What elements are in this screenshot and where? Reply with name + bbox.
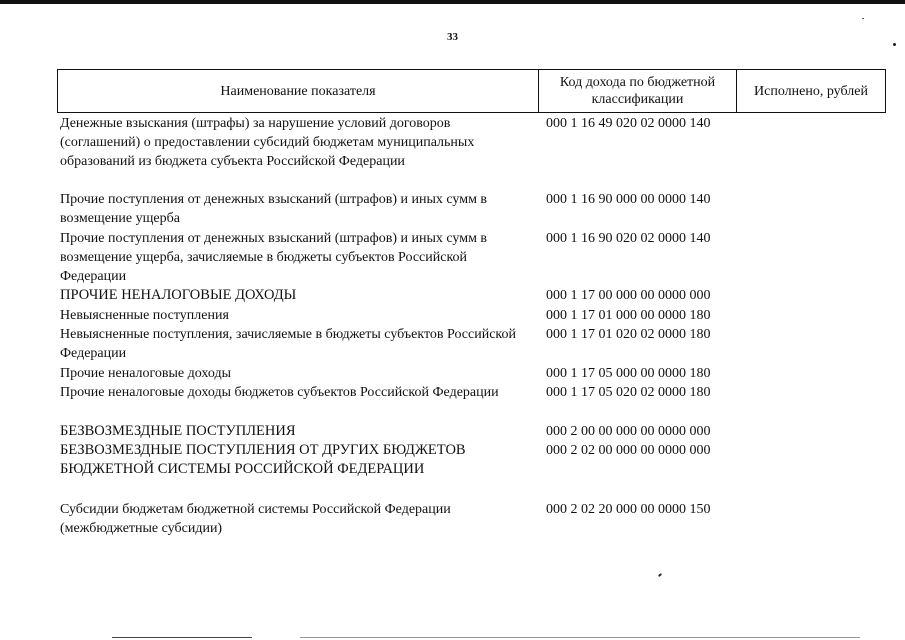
row-code: 000 1 16 90 020 02 0000 140 (546, 231, 711, 246)
bottom-scan-line (112, 637, 252, 638)
row-code: 000 1 17 05 020 02 0000 180 (546, 385, 711, 400)
row-code: 000 1 17 00 000 00 0000 000 (546, 288, 711, 303)
row-name: БЕЗВОЗМЕЗДНЫЕ ПОСТУПЛЕНИЯ (60, 423, 296, 439)
row-name: Прочие поступления от денежных взысканий (штрафов) и иных сумм в возмещение ущерба, зачисляемые в бюджеты субъектов Российской Федерации (60, 231, 488, 284)
page-number: 33 (447, 31, 458, 43)
row-name: Прочие неналоговые доходы (60, 366, 232, 381)
row-name: Субсидии бюджетам бюджетной системы Российской Федерации (межбюджетные субсидии) (60, 502, 451, 536)
row-name: Невыясненные поступления, зачисляемые в бюджеты субъектов Российской Федерации (60, 327, 517, 361)
row-code: 000 2 02 00 000 00 0000 000 (546, 443, 711, 458)
row-name: Денежные взыскания (штрафы) за нарушение условий договоров (соглашений) о предоставлении субсидий бюджетам муниципальных образований из бюджета субъекта Российской Федерации (60, 116, 475, 169)
header-amount: Исполнено, рублей (736, 69, 886, 113)
row-code: 000 2 00 00 000 00 0000 000 (546, 424, 711, 439)
row-code: 000 1 16 49 020 02 0000 140 (546, 116, 711, 131)
header-code: Код дохода по бюджетной классификации (538, 69, 736, 113)
row-name: Прочие неналоговые доходы бюджетов субъектов Российской Федерации (60, 385, 499, 400)
scan-speck (862, 18, 864, 19)
top-border-line (0, 0, 905, 4)
header-name: Наименование показателя (57, 69, 538, 113)
row-code: 000 1 17 01 000 00 0000 180 (546, 308, 711, 323)
bottom-scan-line (300, 637, 860, 638)
row-name: Невыясненные поступления (60, 308, 229, 323)
row-code: 000 1 17 01 020 02 0000 180 (546, 327, 711, 342)
row-name: Прочие поступления от денежных взысканий (штрафов) и иных сумм в возмещение ущерба (60, 192, 488, 226)
row-code: 000 1 16 90 000 00 0000 140 (546, 192, 711, 207)
scan-speck (658, 573, 662, 577)
row-name: БЕЗВОЗМЕЗДНЫЕ ПОСТУПЛЕНИЯ ОТ ДРУГИХ БЮДЖЕТОВ БЮДЖЕТНОЙ СИСТЕМЫ РОССИЙСКОЙ ФЕДЕРАЦИИ (60, 442, 466, 477)
row-code: 000 1 17 05 000 00 0000 180 (546, 366, 711, 381)
row-name: ПРОЧИЕ НЕНАЛОГОВЫЕ ДОХОДЫ (60, 287, 297, 303)
scan-speck (893, 43, 896, 46)
row-code: 000 2 02 20 000 00 0000 150 (546, 502, 711, 517)
